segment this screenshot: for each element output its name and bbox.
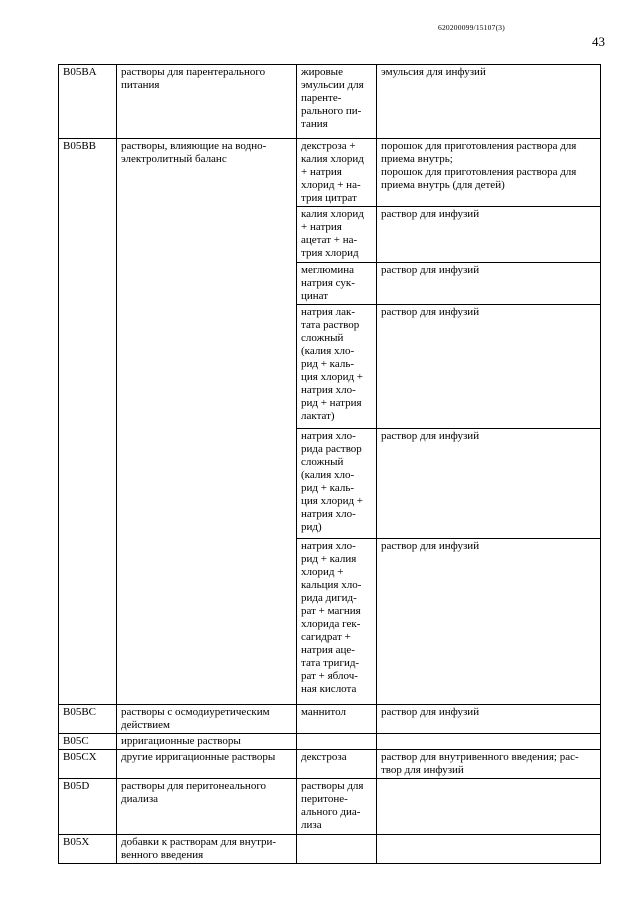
atc-code-cell	[59, 429, 117, 539]
group-cell	[117, 263, 297, 305]
table-row	[59, 750, 601, 779]
atc-code-cell: B05C	[59, 734, 117, 750]
atc-code-cell: B05X	[59, 835, 117, 864]
substance-cell	[297, 835, 377, 864]
dosage-form-cell: раствор для инфузий	[377, 539, 601, 705]
table-row	[59, 705, 601, 734]
group-cell: растворы для перитонеального диализа	[117, 779, 297, 835]
substance-cell: натрия хло- рида раствор сложный (калия хло- рид + каль- ция хлорид + натрия хло- рид)	[297, 429, 377, 539]
dosage-form-cell: раствор для инфузий	[377, 305, 601, 429]
dosage-form-cell: раствор для внутривенного введения; рас- твор для инфузий	[377, 750, 601, 779]
atc-code-cell: B05CX	[59, 750, 117, 779]
substance-cell: декстроза	[297, 750, 377, 779]
group-cell	[117, 207, 297, 263]
substance-cell: маннитол	[297, 705, 377, 734]
group-cell: другие ирригационные растворы	[117, 750, 297, 779]
group-cell: растворы для парентерального питания	[117, 65, 297, 139]
table-row	[59, 835, 601, 864]
atc-code-cell	[59, 207, 117, 263]
dosage-form-cell	[377, 779, 601, 835]
group-cell	[117, 539, 297, 705]
substance-cell: жировые эмульсии для паренте- рального пи- тания	[297, 65, 377, 139]
atc-code-cell: B05BB	[59, 139, 117, 207]
group-cell	[117, 305, 297, 429]
atc-code-cell: B05BC	[59, 705, 117, 734]
table-row	[59, 65, 601, 139]
table-row	[59, 539, 601, 705]
dosage-form-cell: эмульсия для инфузий	[377, 65, 601, 139]
dosage-form-cell: раствор для инфузий	[377, 263, 601, 305]
dosage-form-cell	[377, 734, 601, 750]
group-cell: ирригационные растворы	[117, 734, 297, 750]
atc-code-cell	[59, 305, 117, 429]
dosage-form-cell: раствор для инфузий	[377, 705, 601, 734]
substance-cell: натрия лак- тата раствор сложный (калия хло- рид + каль- ция хлорид + натрия хло- рид + натрия лактат)	[297, 305, 377, 429]
substance-cell: меглюмина натрия сук- цинат	[297, 263, 377, 305]
table-row	[59, 263, 601, 305]
substance-cell	[297, 734, 377, 750]
drug-classification-table	[58, 64, 601, 864]
substance-cell: растворы для перитоне- ального диа- лиза	[297, 779, 377, 835]
atc-code-cell	[59, 539, 117, 705]
table-row	[59, 139, 601, 207]
table-row	[59, 305, 601, 429]
dosage-form-cell: раствор для инфузий	[377, 207, 601, 263]
dosage-form-cell	[377, 835, 601, 864]
page-number: 43	[592, 34, 605, 49]
group-cell: добавки к растворам для внутри- венного введения	[117, 835, 297, 864]
group-cell: растворы с осмодиуретическим действием	[117, 705, 297, 734]
group-cell: растворы, влияющие на водно- электролитный баланс	[117, 139, 297, 207]
dosage-form-cell: раствор для инфузий	[377, 429, 601, 539]
substance-cell: декстроза + калия хлорид + натрия хлорид + на- трия цитрат	[297, 139, 377, 207]
atc-code-cell: B05D	[59, 779, 117, 835]
document-id: 620200099/15107(3)	[438, 23, 505, 32]
dosage-form-cell: порошок для приготовления раствора для приема внутрь; порошок для приготовления раствора для приема внутрь (для детей)	[377, 139, 601, 207]
substance-cell: калия хлорид + натрия ацетат + на- трия хлорид	[297, 207, 377, 263]
substance-cell: натрия хло- рид + калия хлорид + кальция хло- рида дигид- рат + магния хлорида гек- сагидрат + натрия аце- тата тригид- рат + яблоч- ная кислота	[297, 539, 377, 705]
table-row	[59, 779, 601, 835]
table-row	[59, 207, 601, 263]
table-row	[59, 429, 601, 539]
atc-code-cell	[59, 263, 117, 305]
group-cell	[117, 429, 297, 539]
table-row	[59, 734, 601, 750]
atc-code-cell: B05BA	[59, 65, 117, 139]
